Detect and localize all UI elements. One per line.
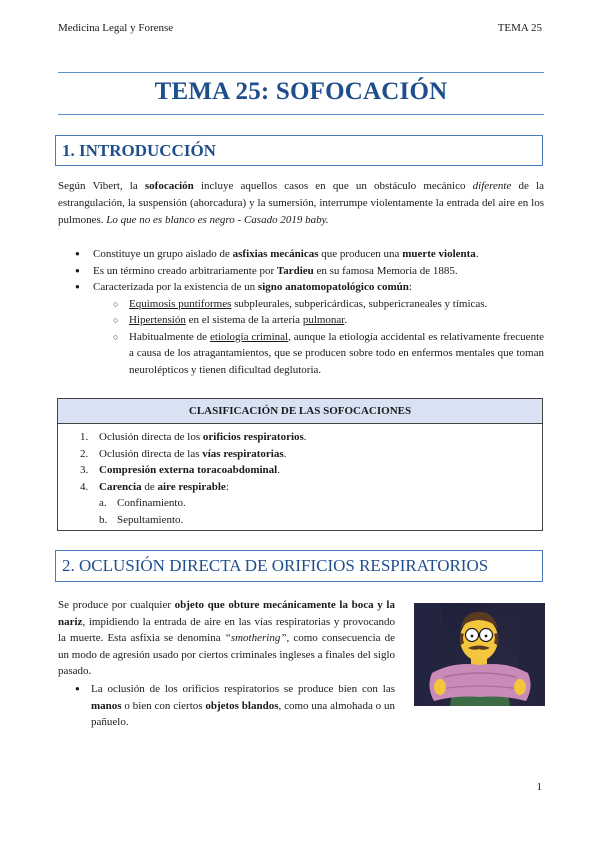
list-item: 4. Carencia de aire respirable: a. Confinamiento. b. Sepultamiento. [58,479,542,529]
title-top-rule [58,72,544,73]
list-item: 2. Oclusión directa de las vías respiratorias. [80,447,287,460]
sub-list-item: ○ Habitualmente de etiología criminal, aunque la etiología accidental es relativamente frecuente a causa de los atragantamientos, que se producen sobre todo en enfermos mentales que toman neurolépticos y tienen dificultad deglutoria. [58,329,544,379]
sub-list-item: b. Sepultamiento. [99,513,184,526]
page-title: TEMA 25: SOFOCACIÓN [154,78,448,105]
cartoon-pillow-illustration [414,603,545,706]
classification-sublist [99,495,542,528]
sub-list-item: ○ Hipertensión en el sistema de la arteria pulmonar. [58,312,544,329]
running-header-subject: Medicina Legal y Forense [58,22,174,34]
page-number: 1 [536,781,542,793]
title-bottom-rule [58,114,544,115]
classification-list [58,429,542,528]
sub-bullet-list [58,296,544,379]
list-item: ● La oclusión de los orificios respiratorios se produce bien con las manos o bien con ciertos objetos blandos, como una almohada o un pañuelo. [58,681,395,731]
list-item: 3. Compresión externa toracoabdominal. [80,464,280,476]
cartoon-pillow-image [414,603,545,706]
list-item: ● Caracterizada por la existencia de un signo anatomopatológico común: ○ Equimosis puntiformes subpleurales, subpericárdicas, subpericraneales y tímicas. ○ Hipertensión en el sistema de la arteria pulmonar. ○ Habitualmente de etiología criminal, aunque la etiología accidental es relativamente frecuente a causa de los atragantamientos, que se producen sobre todo en enfermos mentales que toman neurolépticos y tienen dificultad deglutoria. [58,279,544,378]
intro-bullet-list [58,246,544,378]
smothering-paragraph: Se produce por cualquier objeto que obture mecánicamente la boca y la nariz, impidiendo la entrada de aire en las vías respiratorias y provocando la muerte. Esta asfixia se denomina “smothering”, como consecuencia de un modo de agresión usado por ciertos criminales ingleses a finales del siglo pasado. [58,599,396,677]
section-heading-oclusion: 2. OCLUSIÓN DIRECTA DE ORIFICIOS RESPIRATORIOS [55,550,543,582]
list-item: 1. Oclusión directa de los orificios respiratorios. [80,431,307,443]
classification-table [57,398,543,531]
list-item: ● Es un término creado arbitrariamente por Tardieu en su famosa Memoria de 1885. [58,263,544,280]
section-heading-introduccion: 1. INTRODUCCIÓN [55,135,543,166]
classification-table-header: CLASIFICACIÓN DE LAS SOFOCACIONES [58,399,542,424]
smothering-bullet-list [58,681,395,731]
sub-list-item: ○ Equimosis puntiformes subpleurales, subpericárdicas, subpericraneales y tímicas. [58,296,544,313]
running-header-topic: TEMA 25 [497,22,542,34]
list-item: ● Constituye un grupo aislado de asfixias mecánicas que producen una muerte violenta. [58,246,544,263]
sub-list-item: a. Confinamiento. [99,497,186,509]
intro-paragraph: Según Vibert, la sofocación incluye aquellos casos en que un obstáculo mecánico diferente de la estrangulación, la suspensión (ahorcadura) y la sumersión, interrumpe violentamente la entrada del aire en los pulmones. Lo que no es blanco es negro - Casado 2019 baby. [58,180,544,226]
